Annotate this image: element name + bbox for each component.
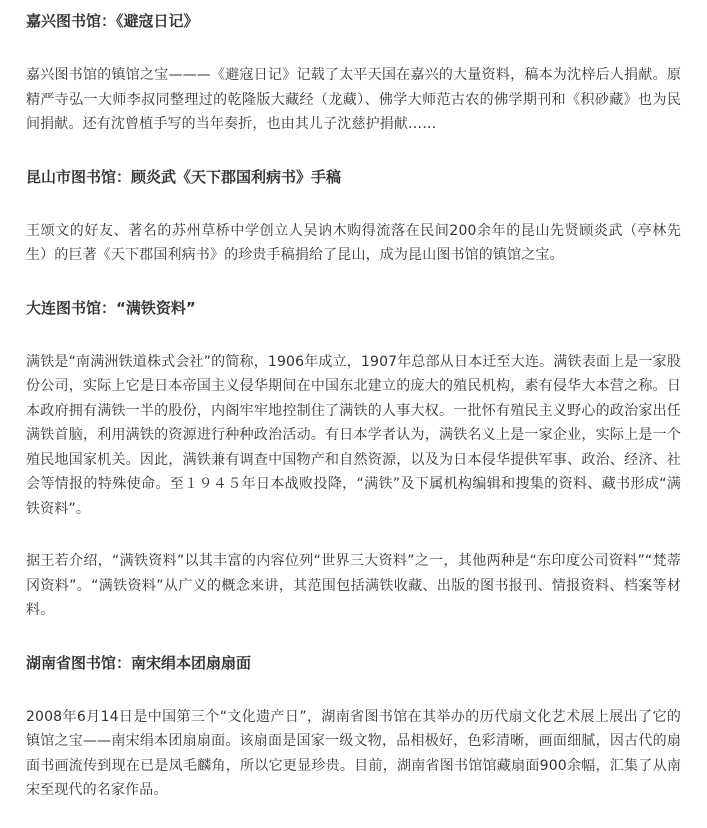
section-title-jiaxing: 嘉兴图书馆：《避寇日记》 [26,12,199,30]
paragraph-dalian-2: 据王若介绍，“满铁资料”以其丰富的内容位列“世界三大资料”之一，其他两种是“东印度公司资料”“梵蒂冈资料”。“满铁资料”从广义的概念来讲，其范围包括满铁收藏、出版的图书报刊、情报资料、档案等材料。 [26,553,681,618]
section-title-hunan: 湖南省图书馆：南宋绢本团扇扇面 [26,653,252,672]
section-title-dalian: 大连图书馆：“满铁资料” [26,298,196,317]
paragraph-dalian-1: 满铁是“南满洲铁道株式会社”的简称，1906年成立，1907年总部从日本迁至大连。满铁表面上是一家股份公司，实际上它是日本帝国主义侵华期间在中国东北建立的庞大的殖民机构，素有侵华大本营之称。日本政府拥有满铁一半的股份，内阁牢牢地控制住了满铁的人事大权。一批怀有殖民主义野心的政治家出任满铁首脑，利用满铁的资源进行种种政治活动。有日本学者认为，满铁名义上是一家企业，实际上是一个殖民地国家机关。因此，满铁兼有调查中国物产和自然资源，以及为日本侵华提供军事、政治、经济、社会等情报的特殊使命。至１９４５年日本战败投降，“满铁”及下属机构编辑和搜集的资料、藏书形成“满铁资料”。 [26,353,681,517]
paragraph-jiaxing: 嘉兴图书馆的镇馆之宝———《避寇日记》记载了太平天国在嘉兴的大量资料，稿本为沈梓后人捐献。原精严寺弘一大师李叔同整理过的乾隆版大藏经（龙藏）、佛学大师范古农的佛学期刊和《积砂藏》也为民间捐献。还有沈曾植手写的当年奏折，也由其儿子沈慈护捐献…… [26,67,681,132]
paragraph-kunshan: 王颂文的好友、著名的苏州草桥中学创立人吴讷木购得流落在民间200余年的昆山先贤顾炎武（亭林先生）的巨著《天下郡国利病书》的珍贵手稿捐给了昆山，成为昆山图书馆的镇馆之宝。 [26,222,681,263]
paragraph-hunan: 2008年6月14日是中国第三个“文化遗产日”，湖南省图书馆在其举办的历代扇文化艺术展上展出了它的镇馆之宝——南宋绢本团扇扇面。该扇面是国家一级文物，品相极好，色彩清晰，画面细腻，因古代的扇面书画流传到现在已是凤毛麟角，所以它更显珍贵。目前，湖南省图书馆馆藏扇面900余幅，汇集了从南宋至现代的名家作品。 [26,708,681,798]
section-title-kunshan: 昆山市图书馆：顾炎武《天下郡国利病书》手稿 [26,167,342,186]
